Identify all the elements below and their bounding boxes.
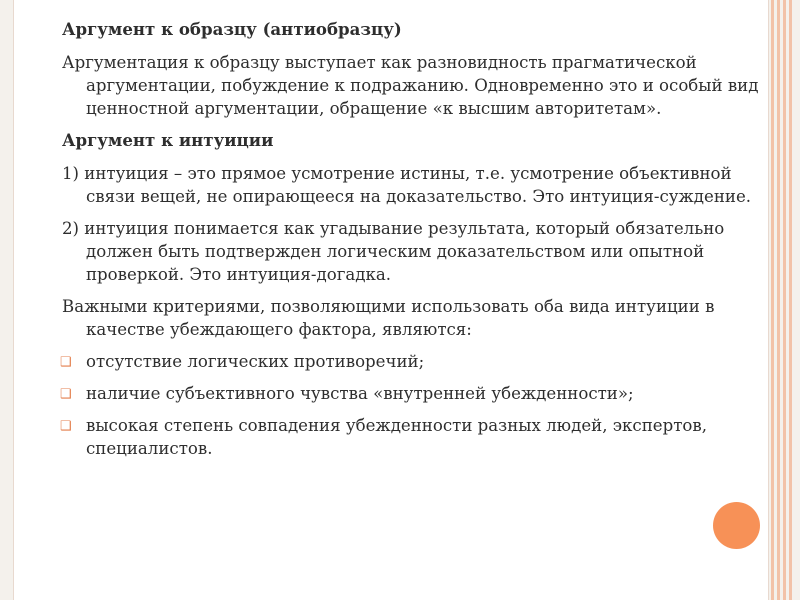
- list-item: [62, 350, 777, 373]
- paragraph-criteria: Важными критериями, позволяющими использовать оба вида интуиции в качестве убеждающего фактора, являются:: [62, 297, 715, 339]
- paragraph-intuition-guess: 2) интуиция понимается как угадывание результата, который обязательно должен быть подтвержден логическим доказательством или опытной проверкой. Это интуиция-догадка.: [62, 219, 725, 284]
- paragraph-model-argumentation: Аргументация к образцу выступает как разновидность прагматической аргументации, побуждение к подражанию. Одновременно это и особый вид ценностной аргументации, обращение «к высшим авторитетам».: [62, 53, 759, 118]
- list-item-text: отсутствие логических противоречий;: [86, 352, 425, 371]
- heading-argument-to-model: Аргумент к образцу (антиобразцу): [62, 19, 402, 39]
- slide: [13, 0, 769, 600]
- list-item-text: высокая степень совпадения убежденности разных людей, экспертов, специалистов.: [86, 416, 708, 458]
- paragraph-intuition-judgment: 1) интуиция – это прямое усмотрение истины, т.е. усмотрение объективной связи вещей, не опирающееся на доказательство. Это интуиция-суждение.: [62, 164, 752, 206]
- list-item: [62, 382, 777, 405]
- bullet-square-icon: ❑: [60, 419, 72, 434]
- decorative-circle-icon: [713, 502, 760, 549]
- list-item: [62, 414, 777, 460]
- heading-argument-to-intuition: Аргумент к интуиции: [62, 130, 274, 150]
- bullet-square-icon: ❑: [60, 387, 72, 402]
- decorative-stripes: [771, 0, 793, 600]
- bullet-square-icon: ❑: [60, 355, 72, 370]
- list-item-text: наличие субъективного чувства «внутренней убежденности»;: [86, 384, 634, 403]
- slide-content: [62, 18, 777, 469]
